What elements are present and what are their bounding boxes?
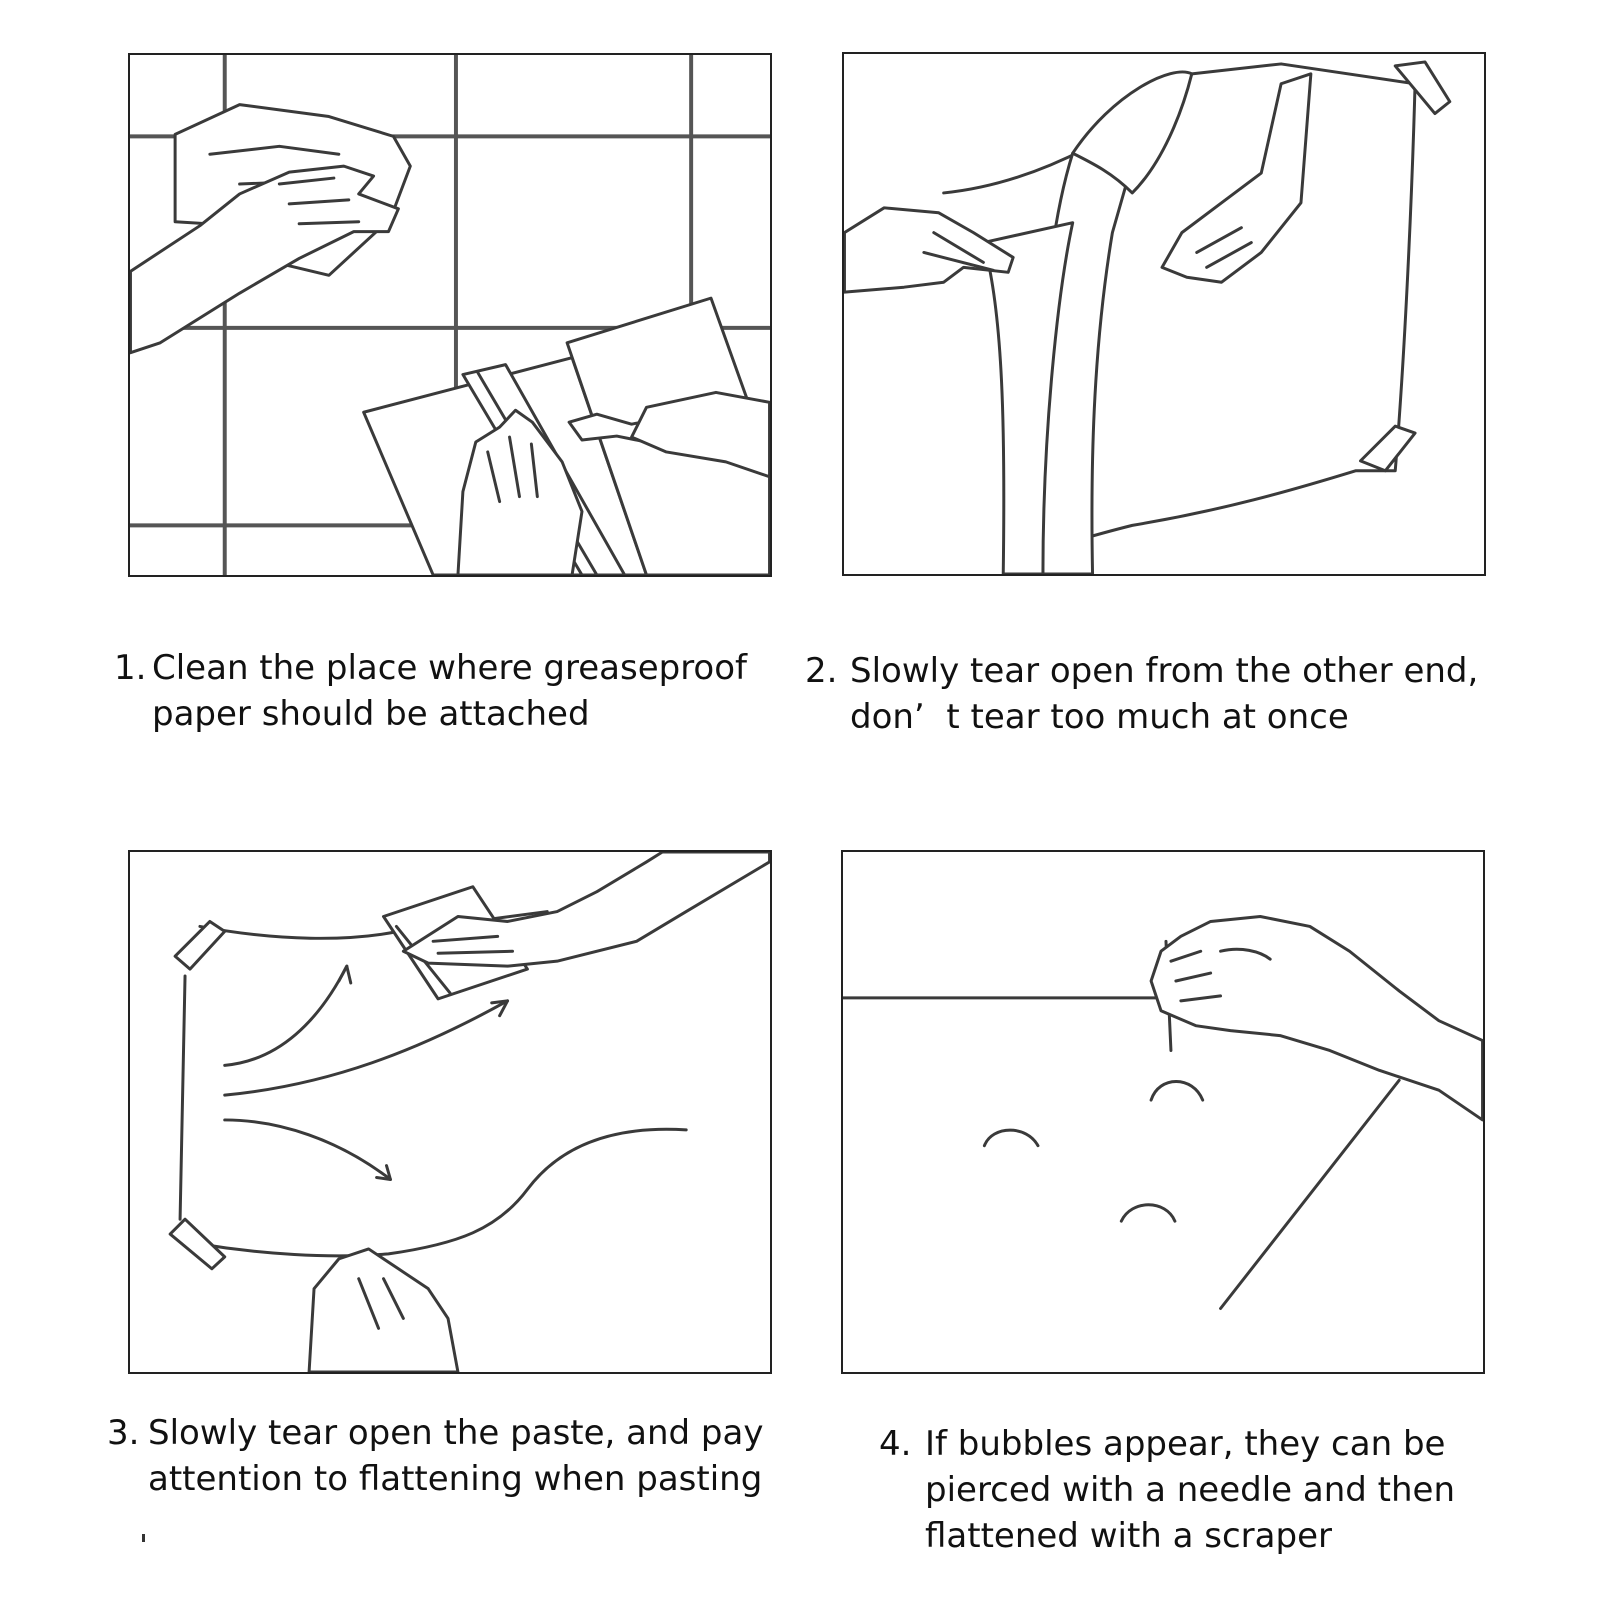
- step-text: Slowly tear open from the other end, don’ t tear too much at once: [850, 651, 1479, 737]
- step-number: 2.: [805, 651, 838, 691]
- step-2-illustration: [842, 52, 1486, 576]
- step-1-illustration: [128, 53, 772, 577]
- step-3-illustration: [128, 850, 772, 1374]
- scraper-flattening-illustration: [130, 852, 770, 1372]
- step-text: Clean the place where greaseproof paper should be attached: [152, 648, 747, 734]
- step-text: If bubbles appear, they can be pierced with a needle and then flattened with a scraper: [925, 1424, 1456, 1556]
- hands-cleaning-tiles-illustration: [130, 55, 770, 575]
- step-number: 1.: [114, 648, 147, 688]
- step-text: Slowly tear open the paste, and pay attention to flattening when pasting: [148, 1413, 764, 1499]
- step-4-illustration: [841, 850, 1485, 1374]
- hands-peeling-backing-illustration: [844, 54, 1484, 574]
- step-number: 3.: [107, 1413, 140, 1453]
- step-number: 4.: [879, 1424, 912, 1464]
- needle-piercing-bubbles-illustration: [843, 852, 1483, 1372]
- stray-mark: [142, 1534, 145, 1542]
